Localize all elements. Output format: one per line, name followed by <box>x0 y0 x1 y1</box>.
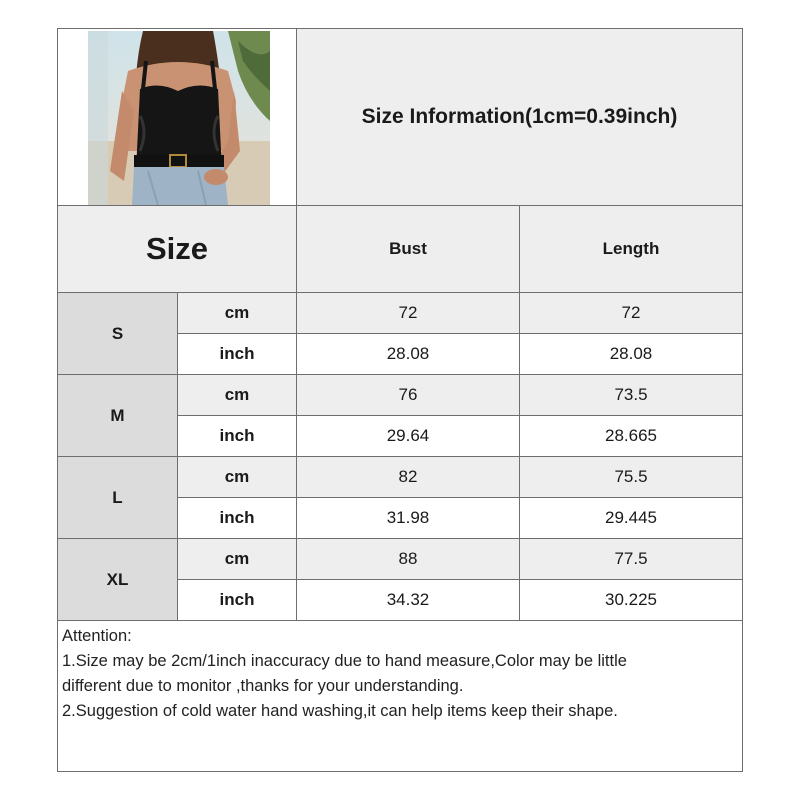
table-row-m-inch-length <box>519 415 743 457</box>
size-m-label: M <box>110 405 125 425</box>
length-value: 75.5 <box>614 467 648 486</box>
table-row-l-inch-unit <box>177 497 297 539</box>
notes-line-1b: different due to monitor ,thanks for your understanding. <box>62 677 464 695</box>
table-row-s-cm-unit <box>177 292 297 334</box>
table-row-l-inch-bust <box>296 497 520 539</box>
bust-value: 72 <box>398 303 418 322</box>
unit-label: inch <box>219 426 255 445</box>
table-row-m-inch-bust <box>296 415 520 457</box>
length-value: 30.225 <box>605 590 657 609</box>
table-row-s-inch-bust <box>296 333 520 375</box>
table-row-l-inch-length <box>519 497 743 539</box>
notes-line-2: 2.Suggestion of cold water hand washing,it can help items keep their shape. <box>62 702 618 720</box>
notes-line-1a: 1.Size may be 2cm/1inch inaccuracy due to hand measure,Color may be little <box>62 652 627 670</box>
bust-value: 82 <box>398 467 418 486</box>
size-info-title: Size Information(1cm=0.39inch) <box>361 105 678 128</box>
size-header-label: Size <box>145 231 209 266</box>
table-row-s-cm-length <box>519 292 743 334</box>
unit-label: cm <box>224 303 250 322</box>
product-photo-cell <box>57 28 297 206</box>
bust-value: 29.64 <box>386 426 430 445</box>
table-row-m-cm-bust <box>296 374 520 416</box>
unit-label: cm <box>224 385 250 404</box>
length-header-cell <box>519 205 743 293</box>
product-photo <box>88 31 270 205</box>
length-header-label: Length <box>602 239 660 258</box>
unit-label: inch <box>219 344 255 363</box>
bust-value: 31.98 <box>386 508 430 527</box>
bust-value: 88 <box>398 549 418 568</box>
table-row-m-cm-unit <box>177 374 297 416</box>
table-row-l-cm-unit <box>177 456 297 498</box>
size-l-cell <box>57 456 178 539</box>
size-xl-cell <box>57 538 178 621</box>
length-value: 29.445 <box>605 508 657 527</box>
unit-label: inch <box>219 590 255 609</box>
length-value: 28.08 <box>609 344 653 363</box>
size-m-cell <box>57 374 178 457</box>
table-row-l-cm-bust <box>296 456 520 498</box>
bust-value: 34.32 <box>386 590 430 609</box>
table-row-xl-cm-unit <box>177 538 297 580</box>
size-s-label: S <box>111 323 124 343</box>
size-l-label: L <box>112 487 123 507</box>
bust-value: 28.08 <box>386 344 430 363</box>
size-header-cell <box>57 205 297 293</box>
length-value: 72 <box>621 303 641 322</box>
attention-notes <box>57 620 743 772</box>
bust-value: 76 <box>398 385 418 404</box>
table-row-s-inch-length <box>519 333 743 375</box>
table-row-s-inch-unit <box>177 333 297 375</box>
bust-header-label: Bust <box>389 239 427 258</box>
length-value: 28.665 <box>605 426 657 445</box>
table-row-s-cm-bust <box>296 292 520 334</box>
table-row-xl-inch-length <box>519 579 743 621</box>
unit-label: inch <box>219 508 255 527</box>
unit-label: cm <box>224 549 250 568</box>
unit-label: cm <box>224 467 250 486</box>
size-info-title-cell <box>296 28 743 206</box>
table-row-xl-inch-unit <box>177 579 297 621</box>
length-value: 73.5 <box>614 385 648 404</box>
length-value: 77.5 <box>614 549 648 568</box>
table-row-m-cm-length <box>519 374 743 416</box>
size-xl-label: XL <box>106 569 129 589</box>
bust-header-cell <box>296 205 520 293</box>
notes-heading: Attention: <box>62 627 132 645</box>
size-s-cell <box>57 292 178 375</box>
table-row-xl-cm-length <box>519 538 743 580</box>
table-row-m-inch-unit <box>177 415 297 457</box>
table-row-l-cm-length <box>519 456 743 498</box>
table-row-xl-inch-bust <box>296 579 520 621</box>
table-row-xl-cm-bust <box>296 538 520 580</box>
